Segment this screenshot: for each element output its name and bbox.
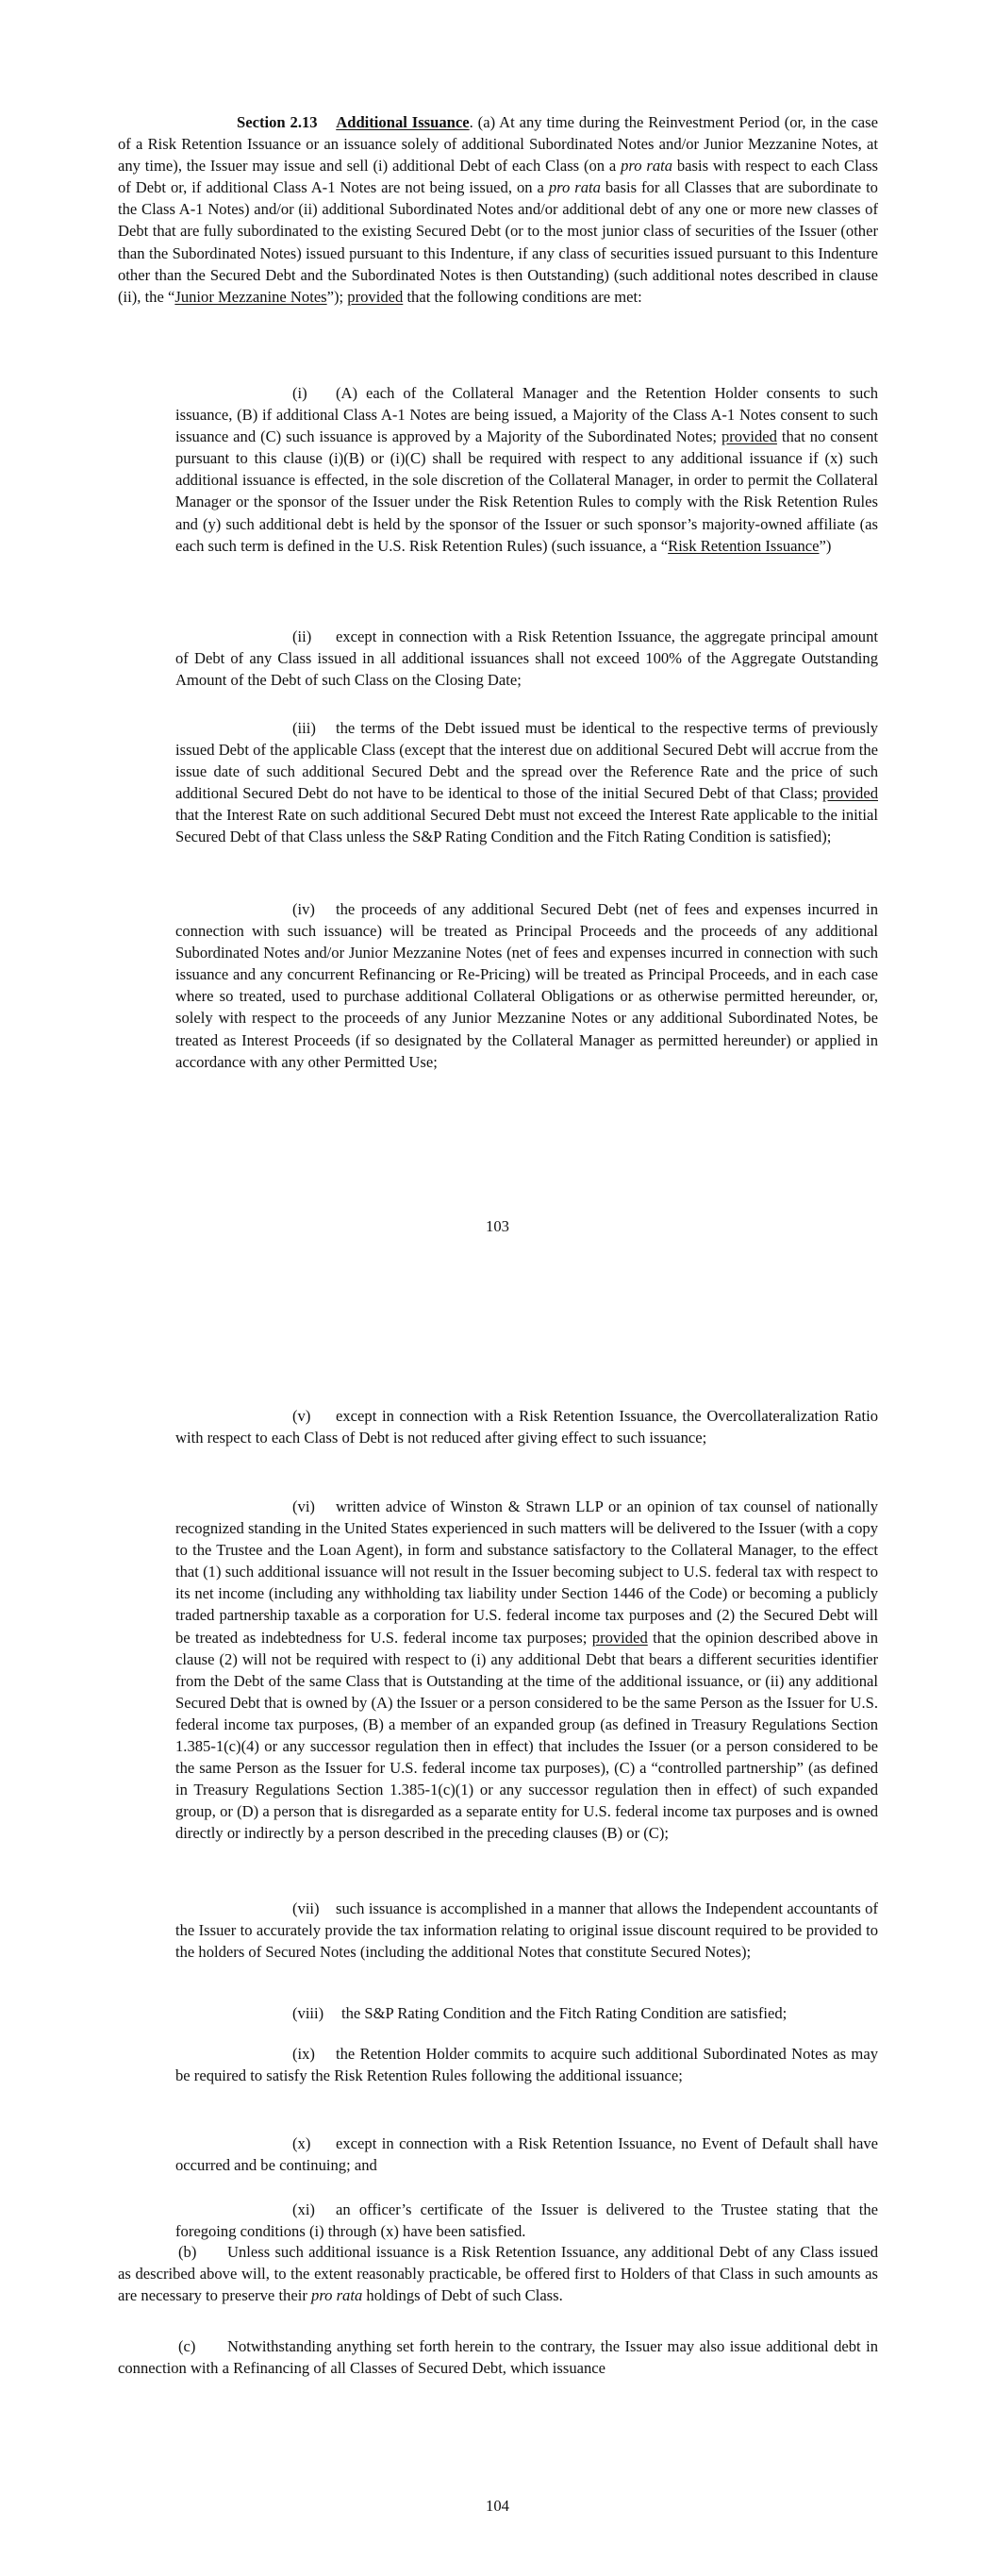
paragraph-label: (c) [178,2337,196,2355]
clause-label: (iv) [292,900,315,918]
section-number: Section 2.13 [237,113,318,131]
clause-viii: (viii) the S&P Rating Condition and the Fitch Rating Condition are satisfied; [175,2002,878,2024]
defined-term-junior-mezzanine-notes: Junior Mezzanine Notes [174,287,327,306]
section-2-13-paragraph-a: Section 2.13 Additional Issuance. (a) At any time during the Reinvestment Period (or, in the case of a Risk Retention Issuance or an issuance solely of additional Subordinated Notes and/or Junior Mezzanine Notes, at any time), the Issuer may issue and sell (i) additional Debt of each Class (on a pro rata basis with respect to each Class of Debt or, if additional Class A-1 Notes are not being issued, on a pro rata basis for all Classes that are subordinate to the Class A-1 Notes) and/or (ii) additional Subordinated Notes and/or additional debt of any one or more new classes of Debt that are fully subordinated to the existing Secured Debt (or to the most junior class of securities of the Issuer (other than the Subordinated Notes) issued pursuant to this Indenture, if any class of securities issued pursuant to this Indenture other than the Secured Debt and the Subordinated Notes is then Outstanding) (such additional notes described in clause (ii), the “Junior Mezzanine Notes”); provided that the following conditions are met: [118,113,878,306]
document-page-104 [0,1288,995,2576]
paragraph-c: (c) Notwithstanding anything set forth herein to the contrary, the Issuer may also issue additional debt in connection with a Refinancing of all Classes of Secured Debt, which issuance [118,2337,878,2378]
paragraph-b: (b) Unless such additional issuance is a Risk Retention Issuance, any additional Debt of any Class issued as described above will, to the extent reasonably practicable, be offered first to Holders of that Class in such amounts as are necessary to preserve their pro rata holdings of Debt of such Class. [118,2243,878,2305]
clause-label: (x) [292,2134,311,2152]
clause-iii: (iii) the terms of the Debt issued must be identical to the respective terms of previously issued Debt of the applicable Class (except that the interest due on additional Secured Debt will accrue from the issue date of such additional Secured Debt and the spread over the Reference Rate and the price of such additional Secured Debt do not have to be identical to those of the initial Secured Debt of that Class; provided that the Interest Rate on such additional Secured Debt must not exceed the Interest Rate applicable to the initial Secured Debt of that Class unless the S&P Rating Condition and the Fitch Rating Condition is satisfied); [175,719,878,846]
section-title: Additional Issuance [336,113,470,131]
clause-label: (vi) [292,1497,315,1515]
paragraph-label: (b) [178,2243,197,2261]
clause-label: (ix) [292,2045,315,2063]
clause-ii: (ii) except in connection with a Risk Retention Issuance, the aggregate principal amount of Debt of any Class issued in all additional issuances shall not exceed 100% of the Aggregate Outstanding Amount of the Debt of such Class on the Closing Date; [175,627,878,690]
clause-i: (i) (A) each of the Collateral Manager and the Retention Holder consents to such issuance, (B) if additional Class A-1 Notes are being issued, a Majority of the Class A-1 Notes consent to such issuance and (C) such issuance is approved by a Majority of the Subordinated Notes; provided that no consent pursuant to this clause (i)(B) or (i)(C) shall be required with respect to any additional issuance if (x) such additional issuance is effected, in the sole discretion of the Collateral Manager, in order to permit the Collateral Manager or the sponsor of the Issuer under the Risk Retention Rules to comply with the Risk Retention Rules and (y) such additional debt is held by the sponsor of the Issuer or such sponsor’s majority-owned affiliate (as each such term is defined in the U.S. Risk Retention Rules) (such issuance, a “Risk Retention Issuance”) [175,384,878,555]
clause-label: (v) [292,1407,311,1425]
clause-label: (viii) [292,2004,324,2022]
clause-ix: (ix) the Retention Holder commits to acquire such additional Subordinated Notes as may be required to satisfy the Risk Retention Rules following the additional issuance; [175,2045,878,2085]
clause-label: (ii) [292,627,312,645]
page-number: 104 [486,2497,509,2515]
clause-label: (i) [292,384,307,402]
clause-x: (x) except in connection with a Risk Retention Issuance, no Event of Default shall have occurred and be continuing; and [175,2134,878,2175]
clause-xi: (xi) an officer’s certificate of the Issuer is delivered to the Trustee stating that the foregoing conditions (i) through (x) have been satisfied. [175,2200,878,2241]
clause-label: (iii) [292,719,316,737]
page-number: 103 [486,1217,509,1235]
defined-term-risk-retention-issuance: Risk Retention Issuance [668,536,820,555]
clause-label: (vii) [292,1899,320,1917]
clause-v: (v) except in connection with a Risk Retention Issuance, the Overcollateralization Ratio with respect to each Class of Debt is not reduced after giving effect to such issuance; [175,1407,878,1447]
clause-label: (xi) [292,2200,315,2218]
clause-iv: (iv) the proceeds of any additional Secured Debt (net of fees and expenses incurred in connection with such issuance) will be treated as Principal Proceeds and the proceeds of any additional Subordinated Notes and/or Junior Mezzanine Notes (net of fees and expenses incurred in connection with such issuance and any concurrent Refinancing or Re-Pricing) will be treated as Principal Proceeds, and in each case where so treated, used to purchase additional Collateral Obligations or as otherwise permitted hereunder, or, solely with respect to the proceeds of any Junior Mezzanine Notes or any additional Subordinated Notes, be treated as Interest Proceeds (if so designated by the Collateral Manager as permitted hereunder) or applied in accordance with any other Permitted Use; [175,900,878,1071]
clause-vii: (vii) such issuance is accomplished in a manner that allows the Independent accountants of the Issuer to accurately provide the tax information relating to original issue discount required to be provided to the holders of Secured Notes (including the additional Notes that constitute Secured Notes); [175,1899,878,1962]
clause-vi: (vi) written advice of Winston & Strawn LLP or an opinion of tax counsel of nationally recognized standing in the United States experienced in such matters will be delivered to the Issuer (with a copy to the Trustee and the Loan Agent), in form and substance satisfactory to the Collateral Manager, to the effect that (1) such additional issuance will not result in the Issuer becoming subject to U.S. federal tax with respect to its net income (including any withholding tax liability under Section 1446 of the Code) or becoming a publicly traded partnership taxable as a corporation for U.S. federal income tax purposes and (2) the Secured Debt will be treated as indebtedness for U.S. federal income tax purposes; provided that the opinion described above in clause (2) will not be required with respect to (i) any additional Debt that bears a different securities identifier from the Debt of the same Class that is Outstanding at the time of the additional issuance, or (ii) any additional Secured Debt that is owned by (A) the Issuer or a person considered to be the same Person as the Issuer for U.S. federal income tax purposes, (B) a member of an expanded group (as defined in Treasury Regulations Section 1.385-1(c)(4) or any successor regulation then in effect) that includes the Issuer (or a person considered to be the same Person as the Issuer for U.S. federal income tax purposes), (C) a “controlled partnership” (as defined in Treasury Regulations Section 1.385-1(c)(1) or any successor regulation then in effect) of such expanded group, or (D) a person that is disregarded as a separate entity for U.S. federal income tax purposes and is owned directly or indirectly by a person described in the preceding clauses (B) or (C); [175,1497,879,1843]
